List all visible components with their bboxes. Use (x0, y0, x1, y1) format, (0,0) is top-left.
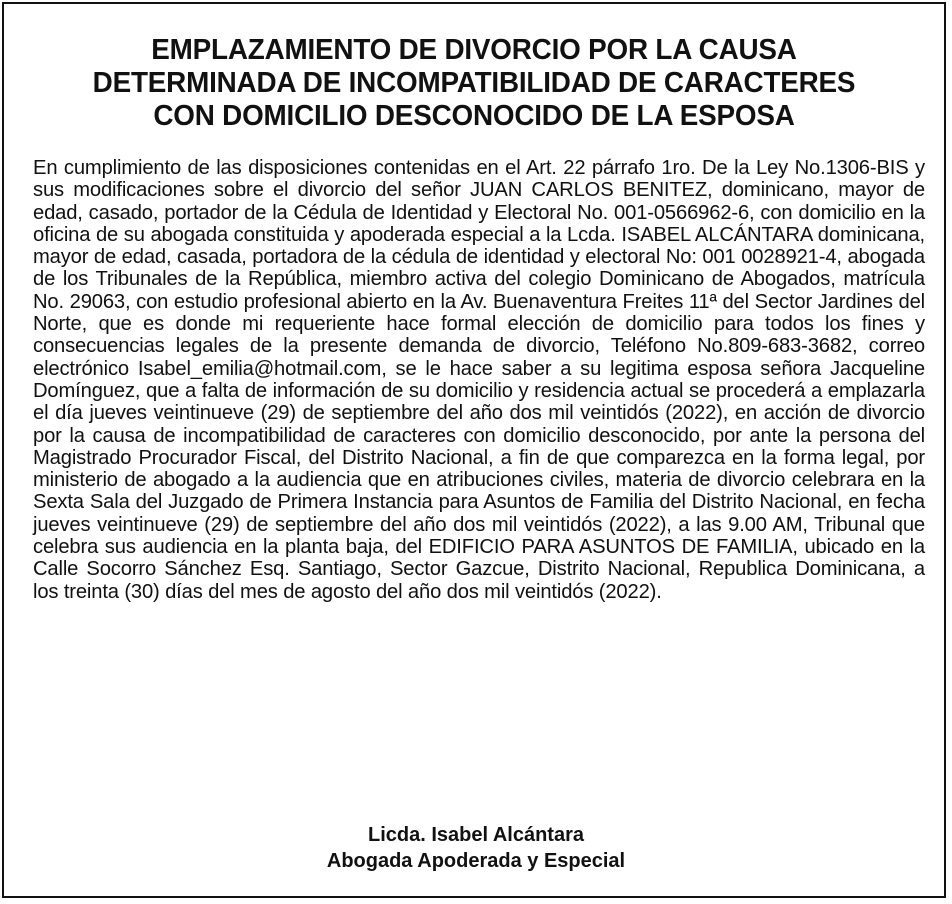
title-line-1: EMPLAZAMIENTO DE DIVORCIO POR LA CAUSA (151, 34, 797, 66)
legal-notice (2, 2, 946, 898)
title-line-3: CON DOMICILIO DESCONOCIDO DE LA ESPOSA (153, 100, 795, 132)
notice-title (61, 34, 887, 133)
title-line-2: DETERMINADA DE INCOMPATIBILIDAD DE CARACTERES (92, 67, 856, 99)
signature-role: Abogada Apoderada y Especial (326, 850, 626, 872)
signature-block (4, 822, 948, 874)
signature-name: Licda. Isabel Alcántara (367, 824, 584, 846)
notice-body: En cumplimiento de las disposiciones contenidas en el Art. 22 párrafo 1ro. De la Ley No.1306-BIS y sus modificaciones sobre el divorcio del señor JUAN CARLOS BENITEZ, dominicano, mayor de edad, casado, portador de la Cédula de Identidad y Electoral No. 001-0566962-6, con domicilio en la oficina de su abogada constituida y apoderada especial a la Lcda. ISABEL ALCÁNTARA dominicana, mayor de edad, casada, portadora de la cédula de identidad y electoral No: 001 0028921-4, abogada de los Tribunales de la República, miembro activa del colegio Dominicano de Abogados, matrícula No. 29063, con estudio profesional abierto en la Av. Buenaventura Freites 11ª del Sector Jardines del Norte, que es donde mi requeriente hace formal elección de domicilio para todos los fines y consecuencias legales de la presente demanda de divorcio, Teléfono No.809-683-3682, correo electrónico Isabel_emilia@hotmail.com, se le hace saber a su legitima esposa señora Jacqueline Domínguez, que a falta de información de su domicilio y residencia actual se procederá a emplazarla el día jueves veintinueve (29) de septiembre del año dos mil veintidós (2022), en acción de divorcio por la causa de incompatibilidad de caracteres con domicilio desconocido, por ante la persona del Magistrado Procurador Fiscal, del Distrito Nacional, a fin de que comparezca en la forma legal, por ministerio de abogado a la audiencia que en atribuciones civiles, materia de divorcio celebrara en la Sexta Sala del Juzgado de Primera Instancia para Asuntos de Familia del Distrito Nacional, en fecha jueves veintinueve (29) de septiembre del año dos mil veintidós (2022), a las 9.00 AM, Tribunal que celebra sus audiencia en la planta baja, del EDIFICIO PARA ASUNTOS DE FAMILIA, ubicado en la Calle Socorro Sánchez Esq. Santiago, Sector Gazcue, Distrito Nacional, Republica Dominicana, a los treinta (30) días del mes de agosto del año dos mil veintidós (2022). (33, 157, 925, 603)
